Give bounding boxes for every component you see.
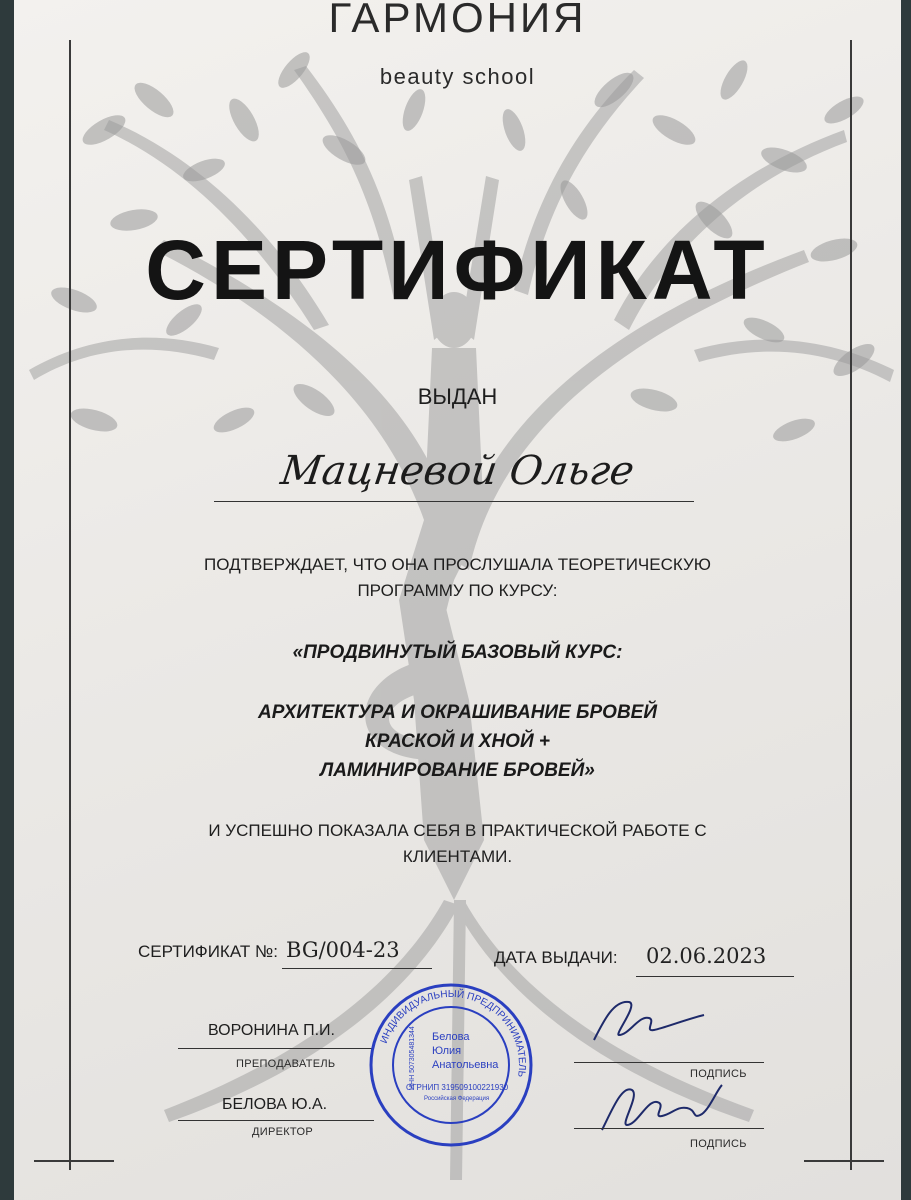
teacher-name-underline	[178, 1048, 374, 1049]
course-title-line-2: АРХИТЕКТУРА И ОКРАШИВАНИЕ БРОВЕЙ	[257, 702, 658, 723]
frame-right-line	[850, 40, 852, 1170]
certificate-number-value: BG/004-23	[286, 938, 400, 962]
director-signature-label: ПОДПИСЬ	[690, 1138, 747, 1150]
stamp-country: Российская Федерация	[424, 1096, 490, 1102]
issue-date-value: 02.06.2023	[646, 944, 767, 968]
frame-left-line	[69, 40, 71, 1170]
director-signature-line	[574, 1128, 764, 1129]
brand-name: ГАРМОНИЯ	[328, 0, 587, 41]
stamp-ring-text: ИНДИВИДУАЛЬНЫЙ ПРЕДПРИНИМАТЕЛЬ	[378, 988, 528, 1078]
frame-bottom-right-line	[804, 1160, 884, 1162]
stamp-inn: ИНН 507305481344	[409, 1026, 416, 1090]
recipient-name: Мацневой Ольге	[278, 448, 637, 494]
certificate-number-label: СЕРТИФИКАТ №:	[138, 942, 278, 961]
course-description	[14, 698, 901, 785]
course-title-line-4: ЛАМИНИРОВАНИЕ БРОВЕЙ»	[320, 760, 595, 781]
confirmation-text	[14, 552, 901, 604]
certificate-title: СЕРТИФИКАТ	[145, 223, 770, 317]
teacher-signature-label: ПОДПИСЬ	[690, 1068, 747, 1080]
practice-line-1: И УСПЕШНО ПОКАЗАЛА СЕБЯ В ПРАКТИЧЕСКОЙ РАБОТЕ С	[208, 821, 707, 840]
director-role: ДИРЕКТОР	[252, 1126, 313, 1138]
practice-text	[14, 818, 901, 870]
stamp-ogrnip: ОГРНИП 319509100221930	[406, 1083, 509, 1092]
brand-subtitle: beauty school	[379, 64, 536, 89]
certificate-sheet	[14, 0, 901, 1200]
stamp-name-line-3: Анатольевна	[432, 1059, 499, 1071]
teacher-signature-line	[574, 1062, 764, 1063]
course-title-line-3: КРАСКОЙ И ХНОЙ +	[365, 731, 550, 752]
teacher-signature	[574, 990, 714, 1050]
director-name: БЕЛОВА Ю.А.	[222, 1096, 328, 1113]
stamp-name-line-1: Белова	[432, 1031, 470, 1043]
confirmation-line-1: ПОДТВЕРЖДАЕТ, ЧТО ОНА ПРОСЛУШАЛА ТЕОРЕТИЧЕСКУЮ	[204, 555, 711, 574]
issue-date-label: ДАТА ВЫДАЧИ:	[494, 948, 618, 967]
issue-date-underline	[636, 976, 794, 977]
official-stamp	[366, 980, 536, 1150]
course-title-line-1: «ПРОДВИНУТЫЙ БАЗОВЫЙ КУРС:	[292, 642, 623, 663]
frame-bottom-left-line	[34, 1160, 114, 1162]
teacher-name: ВОРОНИНА П.И.	[208, 1022, 335, 1039]
director-signature	[592, 1070, 732, 1140]
confirmation-line-2: ПРОГРАММУ ПО КУРСУ:	[357, 581, 558, 600]
issued-label: ВЫДАН	[417, 384, 498, 409]
teacher-role: ПРЕПОДАВАТЕЛЬ	[236, 1058, 336, 1070]
director-name-underline	[178, 1120, 374, 1121]
recipient-underline	[214, 501, 694, 502]
certificate-number-underline	[282, 968, 432, 969]
stamp-name-line-2: Юлия	[432, 1045, 462, 1057]
practice-line-2: КЛИЕНТАМИ.	[402, 847, 513, 866]
